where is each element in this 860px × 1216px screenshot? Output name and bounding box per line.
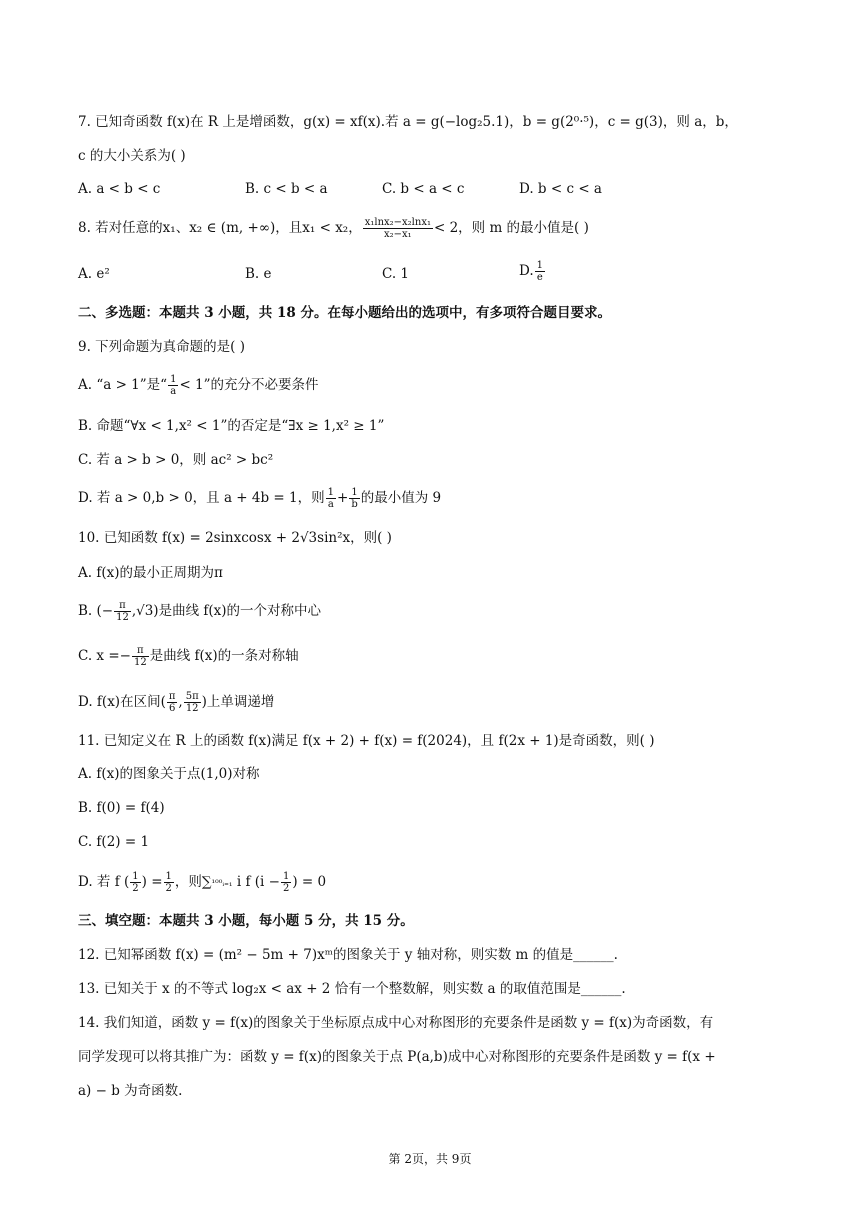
q11-d-pre: D. 若 f ( xyxy=(78,874,130,890)
q8-option-d-label: D. xyxy=(519,263,534,279)
q9-option-c: C. 若 a > b > 0，则 ac² > bc² xyxy=(78,452,274,468)
q12-stem: 12. 已知幂函数 f(x) = (m² − 5m + 7)xᵐ的图象关于 y 轴对称，则实数 m 的值是______. xyxy=(78,947,618,963)
q11-d-fraction-1 xyxy=(130,871,140,894)
q11-d-post3: ) = 0 xyxy=(292,874,327,890)
q11-option-a: A. f(x)的图象关于点(1,0)对称 xyxy=(78,766,260,782)
q10-b-fraction xyxy=(114,600,131,623)
q11-d-f2-den: 2 xyxy=(165,883,172,894)
q11-d-post2: i f (i − xyxy=(232,874,280,890)
q8-fraction xyxy=(363,217,433,240)
q11-option-c: C. f(2) = 1 xyxy=(78,834,150,850)
q7-option-d: D. b < c < a xyxy=(519,181,602,197)
q9-d-f1-num: 1 xyxy=(327,487,334,498)
q9-d-plus: + xyxy=(337,490,349,506)
q9-d-f2-num: 1 xyxy=(349,487,359,499)
q10-c-num: π xyxy=(132,645,149,657)
q10-option-a: A. f(x)的最小正周期为π xyxy=(78,565,223,581)
q11-option-d xyxy=(78,871,326,894)
q8-option-c: C. 1 xyxy=(382,266,410,282)
q11-d-sum-limits: ¹⁰⁰ᵢ₌₁ xyxy=(211,879,233,889)
q10-d-post: )上单调递增 xyxy=(201,694,275,710)
q10-d-f2-den: 12 xyxy=(185,703,199,714)
q10-c-den: 12 xyxy=(133,657,147,668)
q10-d-fraction-2 xyxy=(184,691,201,714)
q9-d-f1-den: a xyxy=(327,499,334,510)
q10-d-comma: , xyxy=(178,694,183,710)
q7-option-c: C. b < a < c xyxy=(382,181,465,197)
q8-option-d-fraction xyxy=(535,260,545,283)
section-3-heading: 三、填空题：本题共 3 小题，每小题 5 分，共 15 分。 xyxy=(78,913,414,929)
q11-d-fraction-2 xyxy=(164,871,174,894)
page-footer: 第 2页，共 9页 xyxy=(388,1152,472,1166)
q11-d-fraction-3 xyxy=(281,871,291,894)
q10-option-b xyxy=(78,600,321,623)
q8-stem-post: < 2，则 m 的最小值是( ) xyxy=(433,220,589,236)
q9-d-post: 的最小值为 9 xyxy=(360,490,442,506)
q10-d-pre: D. f(x)在区间( xyxy=(78,694,166,710)
q9-option-a xyxy=(78,374,319,397)
section-2-heading: 二、多选题：本题共 3 小题，共 18 分。在每小题给出的选项中，有多项符合题目要求。 xyxy=(78,305,611,321)
q9-d-fraction-1 xyxy=(326,487,336,510)
q9-option-b: B. 命题“∀x < 1,x² < 1”的否定是“∃x ≥ 1,x² ≥ 1” xyxy=(78,418,385,434)
q10-b-num: π xyxy=(114,600,131,612)
q10-c-pre: C. x =− xyxy=(78,648,131,664)
q10-c-post: 是曲线 f(x)的一条对称轴 xyxy=(149,648,299,664)
q10-option-d xyxy=(78,691,274,714)
q10-c-fraction xyxy=(132,645,149,668)
q14-line1: 14. 我们知道，函数 y = f(x)的图象关于坐标原点成中心对称图形的充要条件是函数 y = f(x)为奇函数，有 xyxy=(78,1015,714,1031)
q10-stem: 10. 已知函数 f(x) = 2sinxcosx + 2√3sin²x，则( ) xyxy=(78,530,392,546)
q14-line2: 同学发现可以将其推广为：函数 y = f(x)的图象关于点 P(a,b)成中心对称图形的充要条件是函数 y = f(x + xyxy=(78,1049,716,1065)
q9-d-f2-den: b xyxy=(351,499,358,510)
q8-stem xyxy=(78,217,589,240)
q9-a-pre: A. “a > 1”是“ xyxy=(78,377,168,393)
q9-d-fraction-2 xyxy=(349,487,359,510)
q11-d-f2-num: 1 xyxy=(165,871,172,882)
q9-a-post: < 1”的充分不必要条件 xyxy=(179,377,319,393)
q9-a-fraction xyxy=(168,374,178,397)
q10-d-fraction-1 xyxy=(167,691,178,714)
q11-d-f3-num: 1 xyxy=(282,871,290,882)
q11-d-post1: ，则∑ xyxy=(174,874,212,890)
q10-b-pre: B. (− xyxy=(78,603,114,619)
q10-option-c xyxy=(78,645,299,668)
q10-d-f1-den: 6 xyxy=(168,703,176,714)
q11-d-f1-num: 1 xyxy=(132,871,139,882)
q8-option-d-den: e xyxy=(536,272,543,283)
q9-a-den: a xyxy=(170,386,177,397)
q11-option-b: B. f(0) = f(4) xyxy=(78,800,165,816)
q9-option-d xyxy=(78,487,441,510)
q10-b-den: 12 xyxy=(116,612,129,623)
q11-stem: 11. 已知定义在 R 上的函数 f(x)满足 f(x + 2) + f(x) = f(2024)，且 f(2x + 1)是奇函数，则( ) xyxy=(78,733,655,749)
q8-stem-pre: 8. 若对任意的x₁、x₂ ∈ (m, +∞)，且x₁ < x₂， xyxy=(78,220,362,236)
q10-d-f2-num: 5π xyxy=(185,691,199,702)
q8-option-d xyxy=(519,260,546,283)
q8-option-a: A. e² xyxy=(78,266,110,282)
q7-option-a: A. a < b < c xyxy=(78,181,161,197)
q8-fraction-num: x₁lnx₂−x₂lnx₁ xyxy=(364,217,431,228)
q11-d-f1-den: 2 xyxy=(132,883,139,894)
q7-stem-line2: c 的大小关系为( ) xyxy=(78,148,186,164)
q13-stem: 13. 已知关于 x 的不等式 log₂x < ax + 2 恰有一个整数解，则实数 a 的取值范围是______. xyxy=(78,981,626,997)
q11-d-f3-den: 2 xyxy=(282,883,290,894)
q9-d-pre: D. 若 a > 0,b > 0，且 a + 4b = 1，则 xyxy=(78,490,325,506)
q7-option-b: B. c < b < a xyxy=(245,181,328,197)
q8-fraction-den: x₂−x₁ xyxy=(384,229,412,240)
q8-option-d-num: 1 xyxy=(536,260,544,271)
q10-d-f1-num: π xyxy=(168,691,176,702)
q14-line3: a) − b 为奇函数. xyxy=(78,1083,183,1099)
q7-stem-line1: 7. 已知奇函数 f(x)在 R 上是增函数，g(x) = xf(x).若 a = g(−log₂5.1)，b = g(2⁰·⁵)，c = g(3)，则 a，b， xyxy=(78,114,738,130)
q9-a-num: 1 xyxy=(170,374,177,385)
q10-b-post: ,√3)是曲线 f(x)的一个对称中心 xyxy=(131,603,322,619)
q11-d-mid: ) = xyxy=(141,874,163,890)
q8-option-b: B. e xyxy=(245,266,272,282)
q9-stem: 9. 下列命题为真命题的是( ) xyxy=(78,339,245,355)
